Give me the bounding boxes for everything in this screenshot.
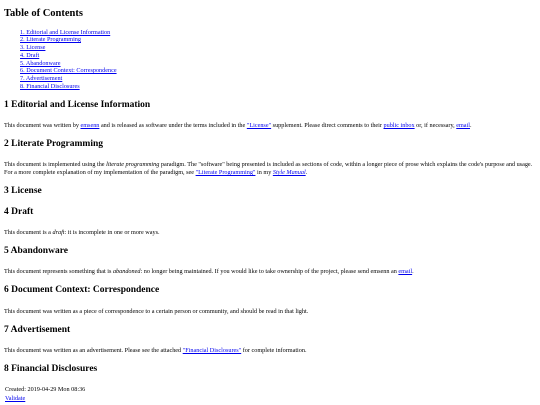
toc-item (20, 36, 536, 44)
text-run: or, if necessary, (414, 121, 457, 129)
table-of-contents (20, 29, 536, 91)
emphasis: Style Manual (272, 169, 306, 177)
text-run: . (412, 268, 414, 276)
text-run: . (469, 121, 472, 129)
text-run: : it is incomplete in one or more ways. (64, 228, 160, 236)
text-run: This document represents something that is (4, 268, 113, 276)
section-body-correspondence: This document was written as a piece of correspondence to a certain person or community, and should be read in that light. (4, 307, 309, 315)
text-run: and is released as software under the terms included in the (99, 121, 247, 129)
emphasis: literate programming (106, 161, 160, 169)
created-date: Created: 2019-04-29 Mon 08:36 (5, 386, 86, 394)
text-run: for complete information. (241, 346, 307, 354)
financial-disclosures-link[interactable]: "Financial Disclosures" (182, 346, 242, 354)
toc-item (20, 44, 536, 52)
text-run: This document is implemented using the (4, 161, 107, 169)
text-run: This document was written as an advertisement. Please see the attached (4, 346, 183, 354)
section-body-abandonware (4, 268, 536, 276)
text-run: paradigm. The "software" being presented is included as sections of code, within a longer piece of prose which explains the code's purpose and usage. For a more complete explanation of my implementation of the paradigm, see (4, 161, 533, 177)
public-inbox-link[interactable]: public inbox (383, 121, 415, 129)
email-link[interactable]: email (456, 121, 470, 129)
emphasis: abandoned (112, 268, 141, 276)
literate-programming-link[interactable]: "Literate Programming" (195, 169, 256, 177)
toc-link-license[interactable]: 3. License (20, 44, 46, 52)
section-body-draft (4, 229, 536, 237)
emphasis: draft (52, 228, 65, 236)
section-body-literate-programming (4, 161, 536, 177)
section-heading-abandonware: 5 Abandonware (4, 245, 68, 256)
style-manual-link[interactable] (273, 169, 306, 176)
text-run: This document was written by (4, 121, 81, 129)
toc-link-editorial[interactable]: 1. Editorial and License Information (20, 28, 111, 36)
toc-link-advertisement[interactable]: 7. Advertisement (20, 75, 63, 83)
toc-item (20, 83, 536, 91)
section-body-advertisement (4, 347, 536, 355)
section-heading-financial-disclosures: 8 Financial Disclosures (4, 363, 98, 374)
section-heading-correspondence: 6 Document Context: Correspondence (4, 285, 160, 296)
section-heading-advertisement: 7 Advertisement (4, 324, 71, 335)
validate-row (5, 395, 536, 404)
text-run: . (305, 169, 308, 177)
postamble (5, 386, 536, 403)
toc-item (20, 29, 536, 37)
toc-item (20, 60, 536, 68)
toc-link-correspondence[interactable]: 6. Document Context: Correspondence (20, 67, 117, 75)
toc-link-financial-disclosures[interactable]: 8. Financial Disclosures (20, 82, 80, 90)
text-run: supplement. Please direct comments to their (271, 121, 384, 129)
section-heading-literate-programming: 2 Literate Programming (4, 138, 104, 149)
text-run: This document is a (4, 228, 53, 236)
text-run: : no longer being maintained. If you would like to take ownership of the project, please send emsenn an (140, 268, 399, 276)
toc-item (20, 67, 536, 75)
author-link[interactable]: emsenn (80, 121, 100, 129)
toc-title: Table of Contents (4, 8, 83, 19)
toc-link-literate-programming[interactable]: 2. Literate Programming (20, 36, 81, 44)
section-heading-editorial: 1 Editorial and License Information (4, 99, 151, 110)
section-body-editorial (4, 122, 536, 130)
section-heading-draft: 4 Draft (4, 206, 34, 217)
toc-item (20, 75, 536, 83)
toc-link-draft[interactable]: 4. Draft (20, 51, 40, 59)
toc-link-abandonware[interactable]: 5. Abandonware (20, 59, 61, 67)
toc-item (20, 52, 536, 60)
text-run: in my (255, 169, 273, 177)
section-heading-license: 3 License (4, 186, 42, 197)
validate-link[interactable]: Validate (5, 394, 26, 402)
email-link[interactable]: email (398, 268, 413, 276)
license-supplement-link[interactable]: "License" (246, 121, 272, 129)
